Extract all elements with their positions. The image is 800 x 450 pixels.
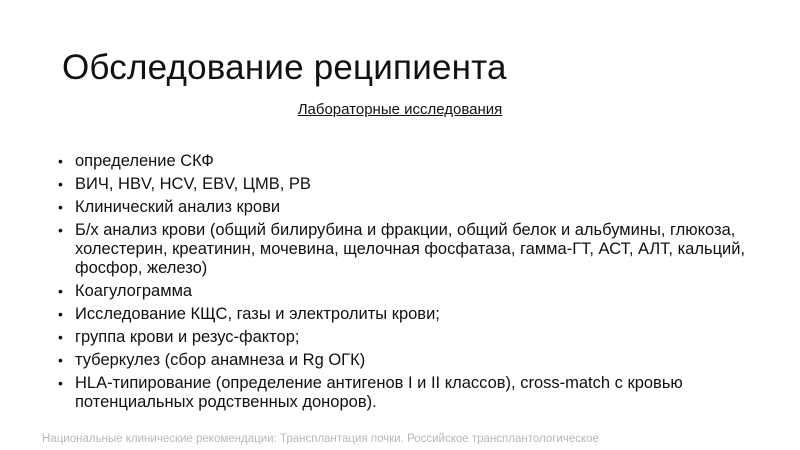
list-item-text: HLA-типирование (определение антигенов I и II классов), cross-match с кровью потенциальных родственных доноров). [75, 374, 683, 411]
bullet-icon: • [58, 222, 63, 238]
list-item-text: определение СКФ [75, 152, 214, 170]
list-item [58, 221, 758, 278]
list-item [58, 328, 758, 347]
bullet-icon: • [58, 352, 63, 368]
slide-subtitle [0, 100, 800, 120]
subtitle-text: Лабораторные исследования [297, 101, 503, 118]
list-item [58, 351, 758, 370]
list-item [58, 175, 758, 194]
list-item-text: Клинический анализ крови [75, 198, 281, 216]
list-item [58, 374, 758, 412]
bullet-icon: • [58, 199, 63, 215]
list-item [58, 152, 758, 171]
bullet-icon: • [58, 375, 63, 391]
bullet-icon: • [58, 329, 63, 345]
bullet-icon: • [58, 306, 63, 322]
list-item-text: Коагулограмма [75, 282, 193, 300]
bullet-icon: • [58, 176, 63, 192]
list-item-text: Б/х анализ крови (общий билирубина и фракции, общий белок и альбумины, глюкоза, холестерин, креатинин, мочевина, щелочная фосфатаза, гамма-ГТ, АСТ, АЛТ, кальций, фосфор, железо) [75, 221, 746, 277]
list-item-text: ВИЧ, HBV, HCV, EBV, ЦМВ, РВ [75, 175, 311, 193]
list-item [58, 198, 758, 217]
source-footnote: Национальные клинические рекомендации: Трансплантация почки. Российское трансплантологическое [42, 433, 599, 445]
list-item-text: Исследование КЩС, газы и электролиты крови; [75, 305, 440, 323]
list-item-text: туберкулез (сбор анамнеза и Rg ОГК) [75, 351, 366, 369]
bullet-list [58, 152, 758, 416]
list-item [58, 305, 758, 324]
bullet-icon: • [58, 153, 63, 169]
list-item [58, 282, 758, 301]
bullet-icon: • [58, 283, 63, 299]
list-item-text: группа крови и резус-фактор; [75, 328, 300, 346]
slide-title: Обследование реципиента [62, 48, 507, 87]
